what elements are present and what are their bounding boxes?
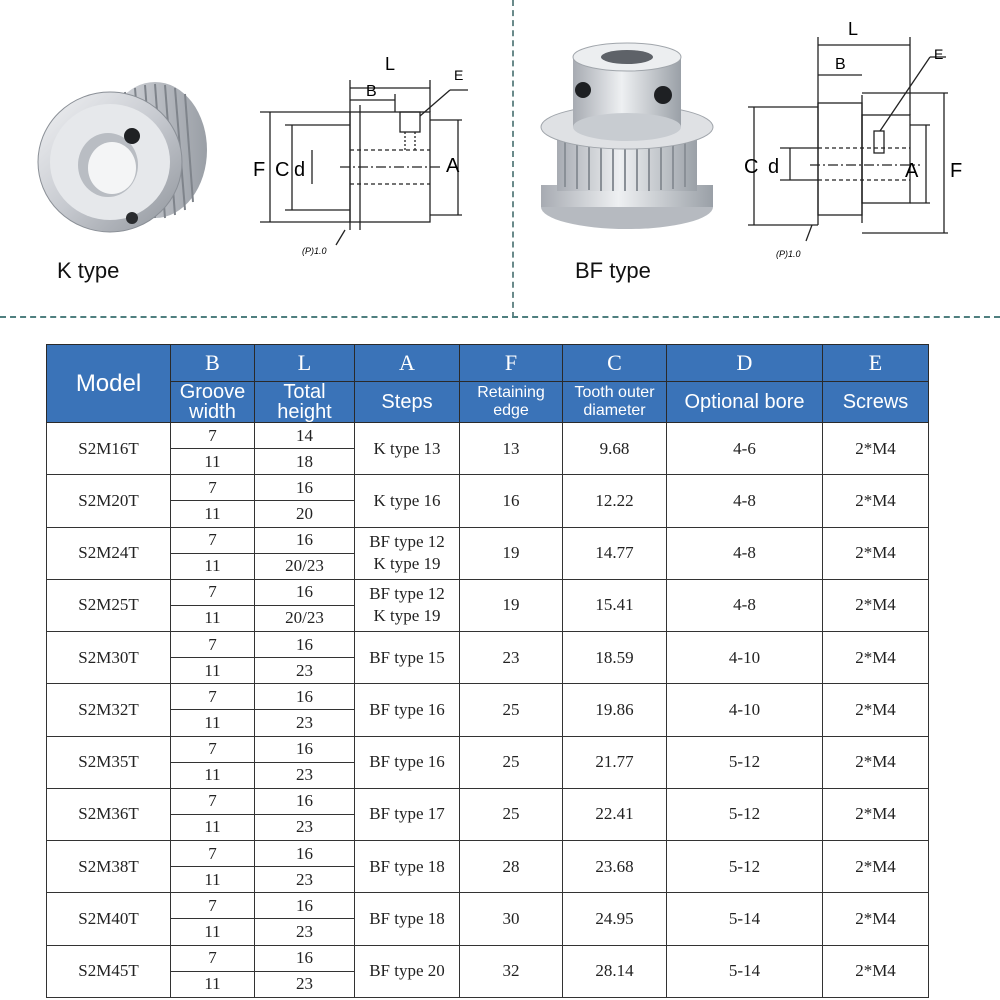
k-dim-C: C [275, 159, 290, 181]
cell-tooth-outer-diameter: 19.86 [563, 684, 667, 736]
cell-tooth-outer-diameter: 12.22 [563, 475, 667, 527]
cell-retaining-edge: 25 [460, 788, 563, 840]
cell-total-height: 23 [255, 762, 355, 788]
k-dim-B: B [366, 83, 377, 100]
cell-optional-bore: 4-8 [667, 527, 823, 579]
cell-model: S2M24T [47, 527, 171, 579]
cell-total-height: 14 [255, 423, 355, 449]
cell-steps [355, 736, 460, 788]
cell-groove-width: 11 [171, 605, 255, 631]
bf-dim-C: C [744, 156, 759, 178]
bf-type-pulley-image [535, 35, 720, 245]
header-letter-e: E [823, 345, 929, 382]
cell-groove-width: 11 [171, 553, 255, 579]
cell-retaining-edge: 32 [460, 945, 563, 998]
cell-retaining-edge: 25 [460, 684, 563, 736]
illustration-area [0, 0, 1000, 318]
cell-groove-width: 11 [171, 867, 255, 893]
cell-optional-bore: 4-10 [667, 632, 823, 684]
cell-screws: 2*M4 [823, 684, 929, 736]
header-letter-a: A [355, 345, 460, 382]
cell-screws: 2*M4 [823, 945, 929, 998]
cell-total-height: 16 [255, 684, 355, 710]
cell-screws: 2*M4 [823, 788, 929, 840]
cell-total-height: 23 [255, 867, 355, 893]
header-retaining-edge: Retaining edge [460, 382, 563, 423]
cell-model: S2M35T [47, 736, 171, 788]
k-dim-A: A [446, 155, 460, 177]
cell-steps [355, 788, 460, 840]
cell-screws: 2*M4 [823, 423, 929, 475]
header-letter-l: L [255, 345, 355, 382]
cell-model: S2M38T [47, 841, 171, 893]
bf-dim-d: d [768, 156, 780, 178]
table-row [47, 841, 929, 867]
steps-line: BF type 18 [369, 908, 445, 928]
cell-optional-bore: 5-12 [667, 841, 823, 893]
table-row [47, 475, 929, 501]
bf-type-label: BF type [575, 258, 651, 283]
k-dim-pitch: (P)1.0 [302, 246, 327, 256]
table-row [47, 527, 929, 553]
header-letter-b: B [171, 345, 255, 382]
cell-total-height: 20 [255, 501, 355, 527]
cell-tooth-outer-diameter: 23.68 [563, 841, 667, 893]
cell-screws: 2*M4 [823, 579, 929, 631]
vertical-divider [512, 0, 514, 318]
cell-retaining-edge: 19 [460, 579, 563, 631]
k-dim-d: d [294, 159, 306, 181]
table-row [47, 579, 929, 605]
table-row [47, 736, 929, 762]
steps-line: BF type 20 [369, 961, 445, 981]
k-type-pulley-image [30, 70, 215, 235]
header-total-height: Total height [255, 382, 355, 423]
cell-model: S2M25T [47, 579, 171, 631]
cell-total-height: 23 [255, 919, 355, 945]
steps-line: K type 19 [373, 554, 441, 574]
cell-retaining-edge: 30 [460, 893, 563, 945]
cell-total-height: 16 [255, 632, 355, 658]
table-row [47, 893, 929, 919]
cell-groove-width: 11 [171, 919, 255, 945]
steps-line: BF type 16 [369, 752, 445, 772]
cell-retaining-edge: 28 [460, 841, 563, 893]
cell-groove-width: 11 [171, 449, 255, 475]
cell-optional-bore: 5-12 [667, 788, 823, 840]
cell-steps [355, 527, 460, 579]
cell-total-height: 23 [255, 971, 355, 997]
cell-groove-width: 7 [171, 579, 255, 605]
steps-line: K type 13 [373, 438, 441, 458]
cell-total-height: 23 [255, 658, 355, 684]
cell-tooth-outer-diameter: 24.95 [563, 893, 667, 945]
cell-steps [355, 423, 460, 475]
bf-type-drawing [740, 15, 980, 265]
spec-table [46, 344, 929, 998]
cell-groove-width: 7 [171, 841, 255, 867]
cell-steps [355, 579, 460, 631]
cell-screws: 2*M4 [823, 736, 929, 788]
cell-retaining-edge: 25 [460, 736, 563, 788]
cell-screws: 2*M4 [823, 527, 929, 579]
cell-optional-bore: 4-8 [667, 475, 823, 527]
cell-total-height: 16 [255, 945, 355, 971]
cell-model: S2M16T [47, 423, 171, 475]
header-optional-bore: Optional bore [667, 382, 823, 423]
header-steps: Steps [355, 382, 460, 423]
bf-dim-A: A [905, 160, 919, 182]
cell-model: S2M20T [47, 475, 171, 527]
cell-model: S2M32T [47, 684, 171, 736]
steps-line: K type 16 [373, 490, 441, 510]
cell-steps [355, 893, 460, 945]
cell-retaining-edge: 13 [460, 423, 563, 475]
header-tooth-outer-diameter: Tooth outer diameter [563, 382, 667, 423]
bf-dim-F: F [950, 160, 963, 182]
cell-steps [355, 632, 460, 684]
cell-retaining-edge: 16 [460, 475, 563, 527]
bf-dim-L: L [848, 19, 859, 39]
header-screws: Screws [823, 382, 929, 423]
cell-model: S2M45T [47, 945, 171, 998]
steps-line: BF type 15 [369, 647, 445, 667]
cell-tooth-outer-diameter: 22.41 [563, 788, 667, 840]
cell-groove-width: 7 [171, 736, 255, 762]
header-letter-d: D [667, 345, 823, 382]
table-row [47, 684, 929, 710]
cell-groove-width: 7 [171, 423, 255, 449]
cell-groove-width: 11 [171, 710, 255, 736]
cell-retaining-edge: 19 [460, 527, 563, 579]
k-dim-E: E [454, 67, 464, 83]
cell-tooth-outer-diameter: 14.77 [563, 527, 667, 579]
cell-total-height: 23 [255, 814, 355, 840]
k-type-label: K type [57, 258, 120, 283]
cell-optional-bore: 4-6 [667, 423, 823, 475]
cell-groove-width: 11 [171, 814, 255, 840]
bf-dim-B: B [835, 56, 846, 73]
header-letter-f: F [460, 345, 563, 382]
steps-line: K type 19 [373, 606, 441, 626]
cell-model: S2M40T [47, 893, 171, 945]
cell-total-height: 20/23 [255, 605, 355, 631]
cell-optional-bore: 5-14 [667, 893, 823, 945]
header-model: Model [47, 345, 171, 423]
cell-groove-width: 11 [171, 762, 255, 788]
cell-groove-width: 7 [171, 788, 255, 814]
cell-tooth-outer-diameter: 21.77 [563, 736, 667, 788]
steps-line: BF type 12 [369, 532, 445, 552]
header-letter-c: C [563, 345, 667, 382]
cell-total-height: 23 [255, 710, 355, 736]
steps-line: BF type 16 [369, 699, 445, 719]
cell-screws: 2*M4 [823, 893, 929, 945]
cell-optional-bore: 4-8 [667, 579, 823, 631]
cell-screws: 2*M4 [823, 841, 929, 893]
table-row [47, 423, 929, 449]
cell-total-height: 16 [255, 579, 355, 605]
cell-retaining-edge: 23 [460, 632, 563, 684]
horizontal-divider [0, 316, 1000, 318]
cell-optional-bore: 4-10 [667, 684, 823, 736]
bf-dim-pitch: (P)1.0 [776, 249, 801, 259]
cell-total-height: 16 [255, 893, 355, 919]
table-body [47, 423, 929, 998]
cell-groove-width: 7 [171, 475, 255, 501]
steps-line: BF type 12 [369, 584, 445, 604]
steps-line: BF type 17 [369, 804, 445, 824]
cell-steps [355, 684, 460, 736]
cell-steps [355, 841, 460, 893]
cell-tooth-outer-diameter: 18.59 [563, 632, 667, 684]
cell-total-height: 20/23 [255, 553, 355, 579]
table-header [47, 345, 929, 423]
cell-total-height: 18 [255, 449, 355, 475]
table-row [47, 945, 929, 971]
cell-screws: 2*M4 [823, 632, 929, 684]
cell-total-height: 16 [255, 475, 355, 501]
cell-steps [355, 475, 460, 527]
cell-tooth-outer-diameter: 9.68 [563, 423, 667, 475]
k-dim-L: L [385, 54, 396, 74]
cell-optional-bore: 5-12 [667, 736, 823, 788]
header-groove-width: Groove width [171, 382, 255, 423]
cell-model: S2M36T [47, 788, 171, 840]
steps-line: BF type 18 [369, 856, 445, 876]
cell-model: S2M30T [47, 632, 171, 684]
cell-groove-width: 7 [171, 945, 255, 971]
cell-steps [355, 945, 460, 998]
cell-groove-width: 7 [171, 632, 255, 658]
cell-total-height: 16 [255, 527, 355, 553]
cell-groove-width: 11 [171, 971, 255, 997]
cell-total-height: 16 [255, 788, 355, 814]
cell-tooth-outer-diameter: 15.41 [563, 579, 667, 631]
cell-total-height: 16 [255, 841, 355, 867]
k-dim-F: F [253, 159, 266, 181]
table-row [47, 788, 929, 814]
cell-groove-width: 7 [171, 684, 255, 710]
cell-total-height: 16 [255, 736, 355, 762]
cell-tooth-outer-diameter: 28.14 [563, 945, 667, 998]
cell-groove-width: 11 [171, 658, 255, 684]
bf-dim-E: E [934, 46, 944, 62]
table-row [47, 632, 929, 658]
cell-groove-width: 11 [171, 501, 255, 527]
cell-optional-bore: 5-14 [667, 945, 823, 998]
cell-screws: 2*M4 [823, 475, 929, 527]
k-type-drawing [240, 50, 480, 260]
cell-groove-width: 7 [171, 527, 255, 553]
cell-groove-width: 7 [171, 893, 255, 919]
